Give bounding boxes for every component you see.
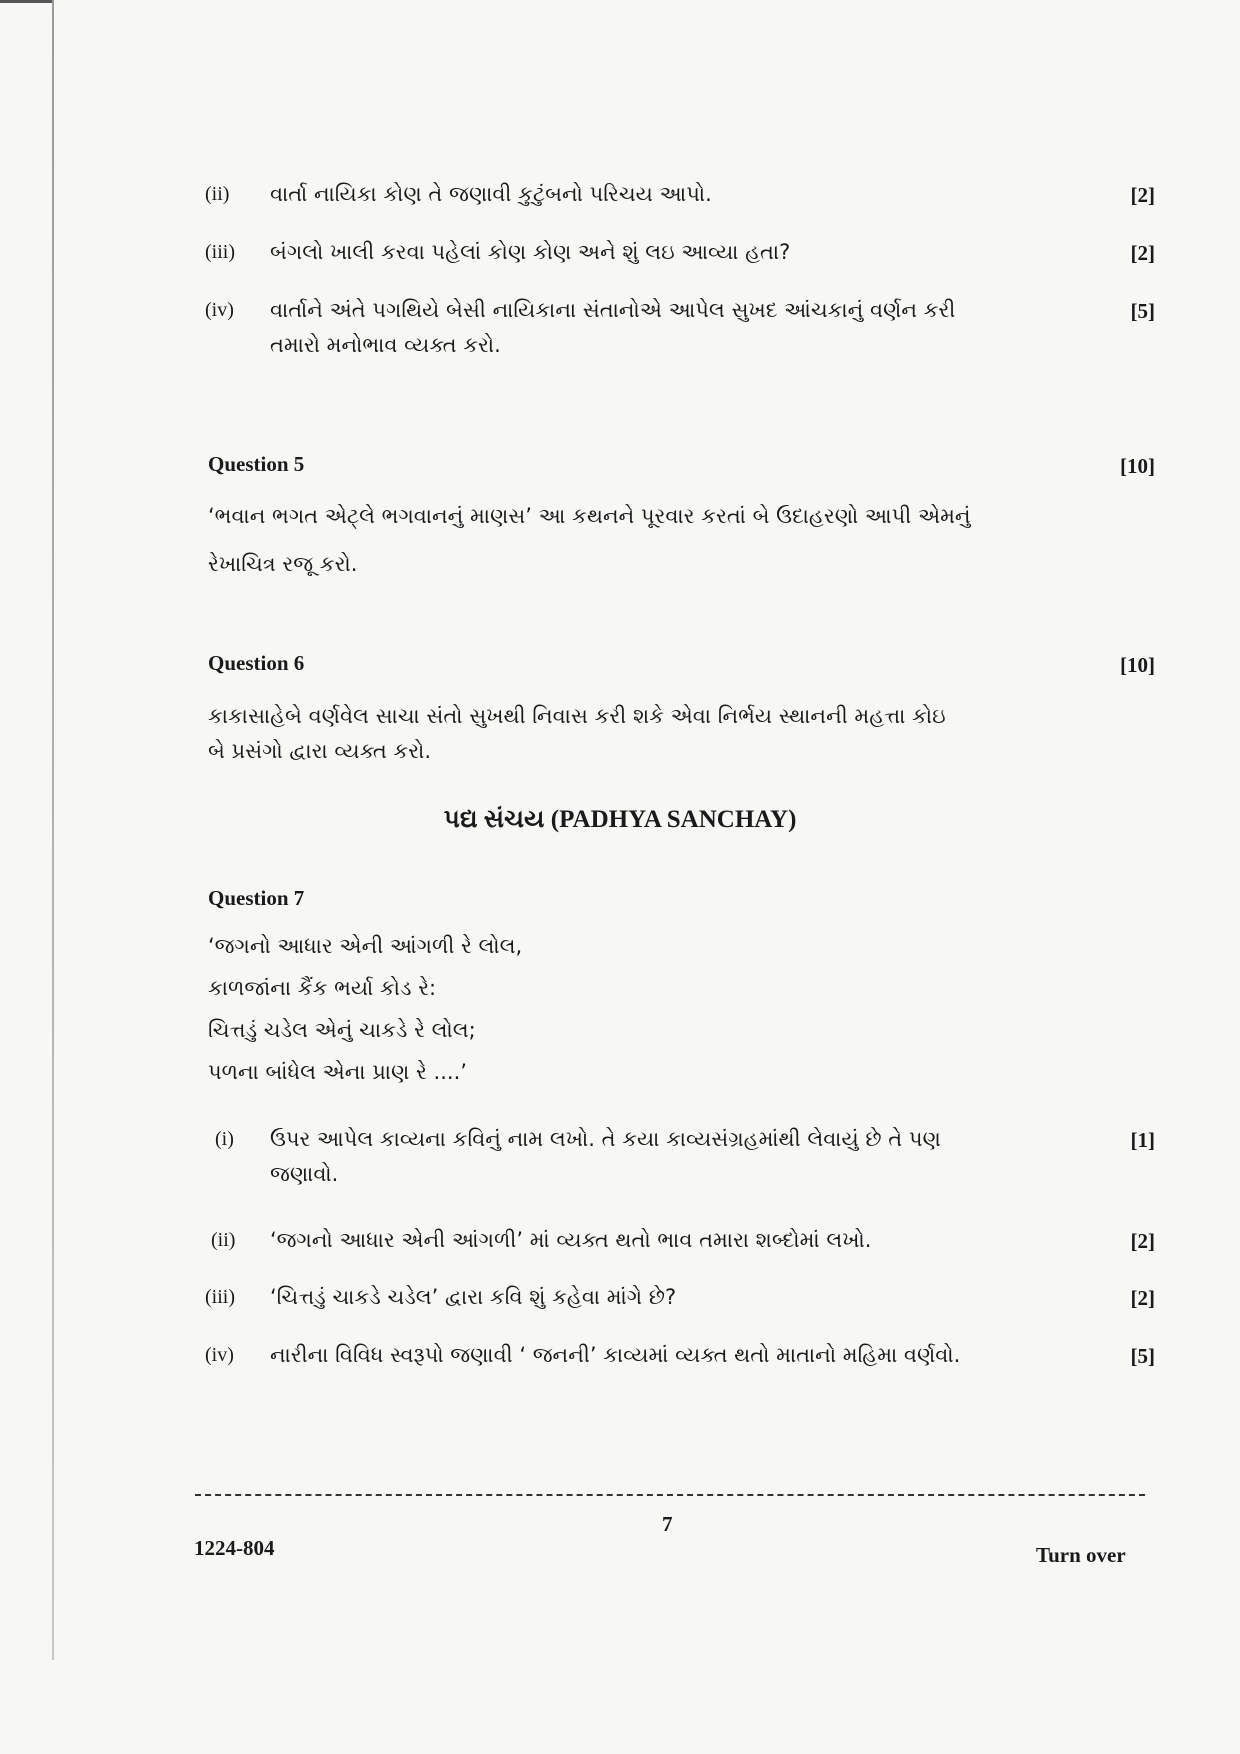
item-marks: [2] (1130, 1286, 1155, 1310)
item-marks: [1] (1130, 1128, 1155, 1152)
item-text-line-2: જણાવો. (270, 1162, 339, 1186)
item-number: (ii) (211, 1229, 236, 1251)
item-text-line-1: ઉપર આપેલ કાવ્યના કવિનું નામ લખો. તે કયા કાવ્યસંગ્રહમાંથી લેવાયું છે તે પણ (270, 1127, 941, 1151)
item-text: વાર્તા નાયિકા કોણ તે જણાવી કુટુંબનો પરિચય આપો. (270, 182, 712, 206)
item-number: (iii) (205, 1286, 235, 1308)
item-text-line-2: તમારો મનોભાવ વ્યક્ત કરો. (270, 333, 501, 357)
item-marks: [5] (1130, 1344, 1155, 1368)
footer-divider (195, 1494, 1145, 1496)
question-6-marks: [10] (1120, 653, 1155, 677)
item-number: (ii) (205, 183, 230, 205)
poem-line-1: ‘જગનો આધાર એની આંગળી રે લોલ, (208, 934, 523, 958)
item-marks: [2] (1130, 1229, 1155, 1253)
item-marks: [2] (1130, 183, 1155, 207)
poem-line-4: પળના બાંધેલ એના પ્રાણ રે ....’ (208, 1060, 467, 1084)
poem-line-3: ચિત્તડું ચડેલ એનું ચાકડે રે લોલ; (208, 1018, 476, 1042)
section-title: પદ્ય સંચય (PADHYA SANCHAY) (443, 806, 797, 833)
item-text-line-1: વાર્તાને અંતે પગથિયે બેસી નાયિકાના સંતાનોએ આપેલ સુખદ આંચકાનું વર્ણન કરી (270, 298, 956, 322)
item-number: (iv) (205, 299, 234, 321)
item-text: ‘ચિત્તડું ચાકડે ચડેલ’ દ્વારા કવિ શું કહેવા માંગે છે? (270, 1285, 677, 1309)
question-6-text-line-2: બે પ્રસંગો દ્વારા વ્યક્ત કરો. (208, 739, 432, 763)
item-marks: [5] (1130, 299, 1155, 323)
question-6-text-line-1: કાકાસાહેબે વર્ણવેલ સાચા સંતો સુખથી નિવાસ કરી શકે એવા નિર્ભય સ્થાનની મહત્તા કોઇ (208, 704, 946, 728)
item-text: નારીના વિવિધ સ્વરૂપો જણાવી ‘ જનની’ કાવ્યમાં વ્યક્ત થતો માતાનો મહિમા વર્ણવો. (270, 1343, 961, 1367)
item-number: (i) (215, 1128, 234, 1150)
item-marks: [2] (1130, 241, 1155, 265)
question-5-heading: Question 5 (208, 452, 305, 476)
paper-code: 1224-804 (194, 1536, 275, 1560)
question-5-marks: [10] (1120, 454, 1155, 478)
item-text: બંગલો ખાલી કરવા પહેલાં કોણ કોણ અને શું લઇ આવ્યા હતા? (270, 240, 791, 264)
page-corner-mark (0, 0, 54, 13)
question-7-heading: Question 7 (208, 886, 305, 910)
item-number: (iii) (205, 241, 235, 263)
question-5-text-line-2: રેખાચિત્ર રજૂ કરો. (208, 552, 358, 576)
poem-line-2: કાળજાંના કૈંક ભર્યા કોડ રે: (208, 976, 437, 1000)
question-5-text-line-1: ‘ભવાન ભગત એટ્લે ભગવાનનું માણસ’ આ કથનને પૂરવાર કરતાં બે ઉદાહરણો આપી એમનું (208, 504, 971, 528)
item-text: ‘જગનો આધાર એની આંગળી’ માં વ્યક્ત થતો ભાવ તમારા શબ્દોમાં લખો. (270, 1228, 872, 1252)
question-6-heading: Question 6 (208, 651, 305, 675)
page-number: 7 (662, 1512, 673, 1536)
item-number: (iv) (205, 1344, 234, 1366)
turn-over-note: Turn over (1036, 1543, 1126, 1567)
